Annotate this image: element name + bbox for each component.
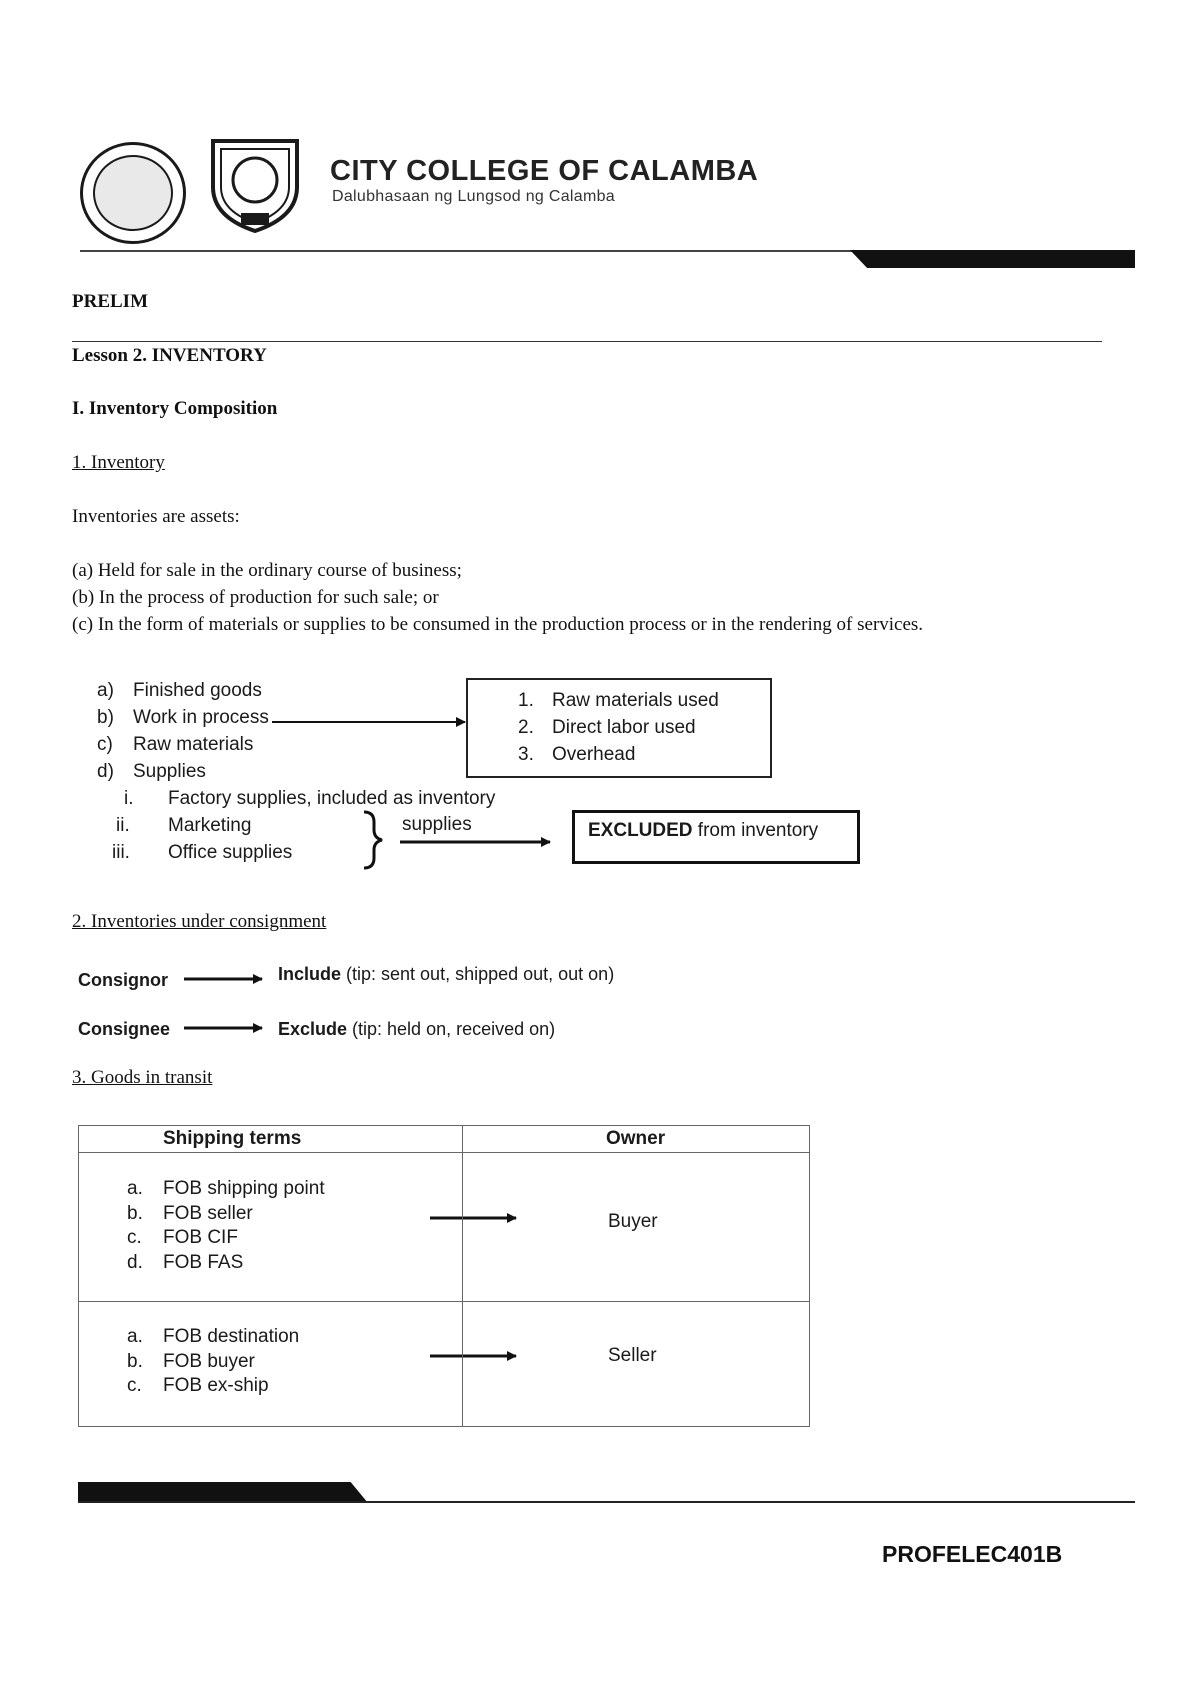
subitem-marker: iii.	[112, 842, 130, 863]
prelim-label: PRELIM	[72, 291, 148, 312]
shipping-terms-table	[78, 1125, 810, 1427]
component-marker: 3.	[518, 744, 534, 765]
term-marker: b.	[127, 1351, 143, 1372]
term-fob-shipping-point: FOB shipping point	[163, 1178, 325, 1199]
definition-a: (a) Held for sale in the ordinary course of business;	[72, 560, 462, 581]
component-direct-labor-used: Direct labor used	[552, 717, 696, 738]
term-fob-cif: FOB CIF	[163, 1227, 238, 1248]
consignee-action: Exclude	[278, 1019, 348, 1039]
consignor-label: Consignor	[78, 970, 168, 990]
owner-seller: Seller	[608, 1345, 657, 1366]
owner-buyer: Buyer	[608, 1211, 658, 1232]
subitem-marker: i.	[124, 788, 134, 809]
component-marker: 1.	[518, 690, 534, 711]
intro-text: Inventories are assets:	[72, 506, 240, 527]
course-code: PROFELEC401B	[882, 1541, 1063, 1567]
term-fob-buyer: FOB buyer	[163, 1351, 255, 1372]
item-finished-goods: Finished goods	[133, 680, 262, 701]
excluded-rest: from inventory	[692, 820, 819, 841]
footer-accent-bar	[78, 1482, 368, 1503]
section-title: I. Inventory Composition	[72, 398, 278, 419]
item-marker: c)	[97, 734, 113, 755]
term-marker: b.	[127, 1203, 143, 1224]
table-header-divider	[79, 1152, 809, 1153]
header-owner: Owner	[606, 1128, 666, 1149]
table-row-divider	[79, 1301, 809, 1302]
table-column-divider	[462, 1126, 463, 1426]
subitem-marketing: Marketing	[168, 815, 252, 836]
item-work-in-process: Work in process	[133, 707, 269, 728]
college-subtitle: Dalubhasaan ng Lungsod ng Calamba	[332, 188, 615, 205]
definition-c: (c) In the form of materials or supplies to be consumed in the production process or in the rendering of services.	[72, 614, 924, 635]
consignor-rule	[278, 964, 614, 985]
term-marker: d.	[127, 1252, 143, 1273]
term-marker: a.	[127, 1326, 143, 1347]
subitem-marker: ii.	[116, 815, 130, 836]
term-fob-fas: FOB FAS	[163, 1252, 244, 1273]
subitem-factory-supplies: Factory supplies, included as inventory	[168, 788, 496, 809]
term-marker: c.	[127, 1227, 142, 1248]
term-marker: c.	[127, 1375, 142, 1396]
term-fob-seller: FOB seller	[163, 1203, 253, 1224]
term-marker: a.	[127, 1178, 143, 1199]
college-name: CITY COLLEGE OF CALAMBA	[330, 155, 759, 187]
definition-b: (b) In the process of production for such sale; or	[72, 587, 439, 608]
component-raw-materials-used: Raw materials used	[552, 690, 719, 711]
component-overhead: Overhead	[552, 744, 636, 765]
consignor-tip: (tip: sent out, shipped out, out on)	[341, 964, 615, 984]
item-marker: b)	[97, 707, 114, 728]
excluded-bold: EXCLUDED	[588, 820, 693, 841]
consignee-label: Consignee	[78, 1019, 171, 1039]
subsection-consignment: 2. Inventories under consignment	[72, 911, 327, 932]
item-marker: d)	[97, 761, 114, 782]
item-supplies: Supplies	[133, 761, 206, 782]
lesson-title: Lesson 2. INVENTORY	[72, 345, 267, 366]
supplies-brace	[364, 812, 382, 868]
footer-divider	[78, 1501, 1135, 1503]
item-marker: a)	[97, 680, 114, 701]
consignee-tip: (tip: held on, received on)	[347, 1019, 556, 1039]
subsection-goods-in-transit: 3. Goods in transit	[72, 1067, 213, 1088]
item-raw-materials: Raw materials	[133, 734, 254, 755]
consignee-rule	[278, 1019, 555, 1040]
header-shipping-terms: Shipping terms	[163, 1128, 302, 1149]
supplies-label: supplies	[402, 814, 472, 835]
term-fob-ex-ship: FOB ex-ship	[163, 1375, 269, 1396]
consignor-action: Include	[278, 964, 342, 984]
subitem-office-supplies: Office supplies	[168, 842, 293, 863]
term-fob-destination: FOB destination	[163, 1326, 300, 1347]
component-marker: 2.	[518, 717, 534, 738]
subsection-inventory: 1. Inventory	[72, 452, 165, 473]
